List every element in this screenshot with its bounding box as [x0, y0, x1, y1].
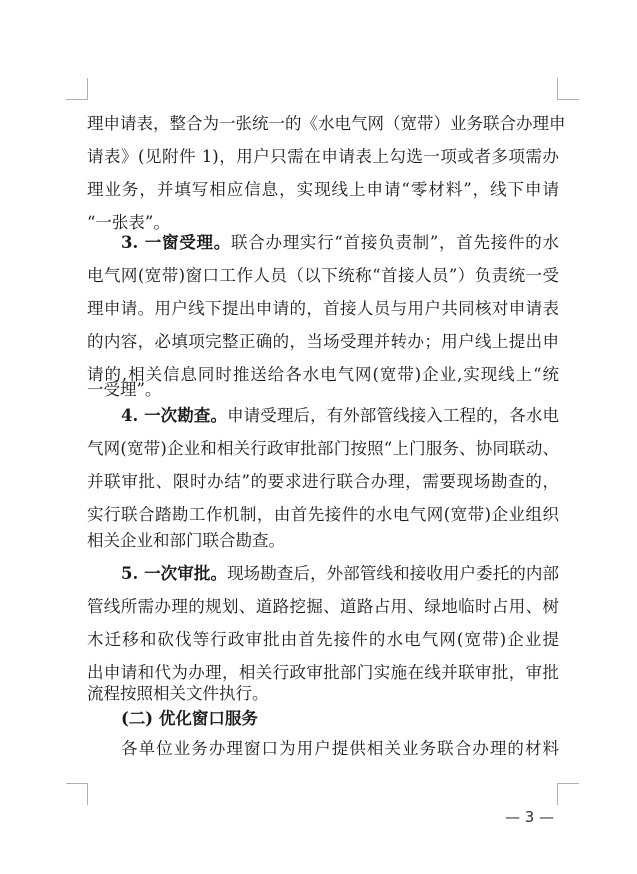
body-line: 理申请。用户线下提出申请的，首接人员与用户共同核对申请表: [87, 299, 559, 318]
body-line: 一受理”。: [87, 380, 162, 399]
body-line: 请的,相关信息同时推送给各水电气网(宽带)企业,实现线上“统: [87, 365, 559, 384]
item-3-first-line: [121, 228, 559, 258]
item-5-text: 现场勘查后，外部管线和接收用户委托的内部: [227, 564, 559, 583]
item-4-text: 申请受理后，有外部管线接入工程的，各水电: [227, 406, 559, 425]
crop-mark-top-right: [557, 78, 579, 100]
item-3-heading: 3. 一窗受理。: [121, 233, 231, 252]
item-3-text: 联合办理实行“首接负责制”，首先接件的水: [230, 233, 559, 252]
crop-mark-top-left: [66, 78, 88, 100]
body-line: 理申请表，整合为一张统一的《水电气网（宽带）业务联合办理申: [87, 114, 566, 133]
crop-mark-bottom-right: [557, 783, 579, 805]
body-line: 木迁移和砍伐等行政审批由首先接件的水电气网(宽带)企业提: [87, 630, 559, 649]
item-4-first-line: [121, 401, 559, 431]
crop-mark-bottom-left: [66, 783, 88, 805]
page-number: — 3 —: [505, 808, 555, 826]
item-5-heading: 5. 一次审批。: [121, 564, 228, 583]
section-heading: (二) 优化窗口服务: [121, 709, 258, 728]
body-line: 并联审批、限时办结”的要求进行联合办理，需要现场勘查的，: [87, 472, 559, 491]
body-line: 请表》(见附件 1)，用户只需在申请表上勾选一项或者多项需办: [87, 147, 559, 166]
body-line: 的内容，必填项完整正确的，当场受理并转办；用户线上提出申: [87, 332, 559, 351]
body-line: 流程按照相关文件执行。: [87, 684, 269, 703]
body-line: “一张表”。: [87, 213, 170, 232]
item-5-first-line: [121, 559, 559, 589]
body-line: 出申请和代为办理，相关行政审批部门实施在线并联审批，审批: [87, 663, 559, 682]
body-line: 电气网(宽带)窗口工作人员（以下统称“首接人员”）负责统一受: [87, 266, 559, 285]
body-line: 相关企业和部门联合勘查。: [87, 531, 285, 550]
body-line: 气网(宽带)企业和相关行政审批部门按照“上门服务、协同联动、: [87, 439, 559, 458]
body-line: 实行联合踏勘工作机制，由首先接件的水电气网(宽带)企业组织: [87, 505, 559, 524]
body-line: 理业务，并填写相应信息，实现线上申请“零材料”，线下申请: [87, 180, 559, 199]
item-4-heading: 4. 一次勘查。: [121, 406, 228, 425]
body-line: 管线所需办理的规划、道路挖掘、道路占用、绿地临时占用、树: [87, 597, 559, 616]
section-first-line: 各单位业务办理窗口为用户提供相关业务联合办理的材料: [121, 739, 559, 758]
